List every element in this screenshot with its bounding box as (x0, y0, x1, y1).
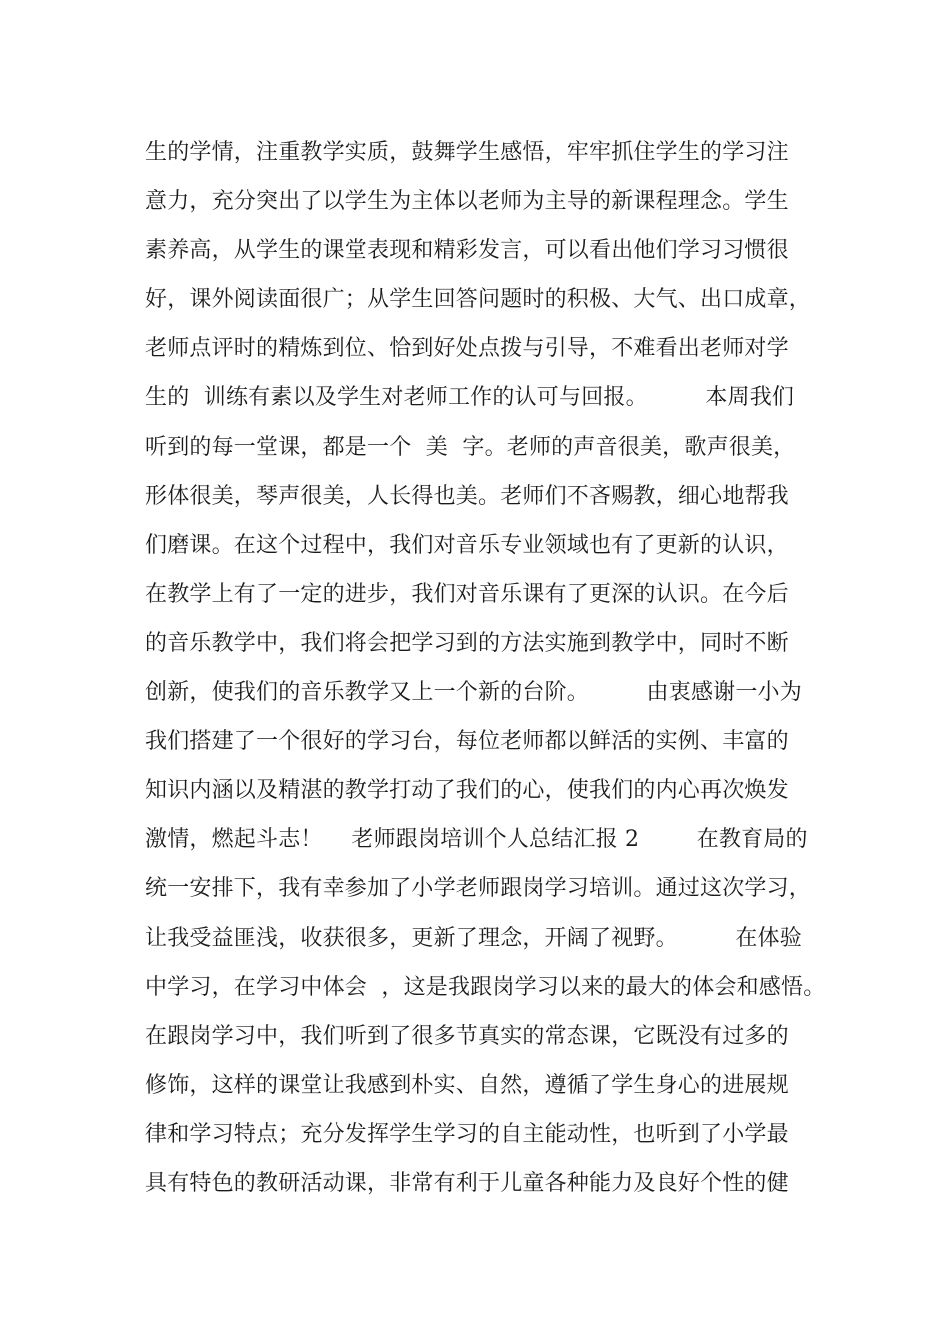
text-line-18: 中学习，在学习中体会 ，这是我跟岗学习以来的最大的体会和感悟。 (145, 974, 826, 1000)
text-line-9: 们磨课。在这个过程中，我们对音乐专业领域也有了更新的认识， (145, 532, 789, 558)
text-line-10: 在教学上有了一定的进步，我们对音乐课有了更深的认识。在今后 (145, 581, 789, 607)
text-line-2: 意力，充分突出了以学生为主体以老师为主导的新课程理念。学生 (145, 189, 789, 215)
text-line-19: 在跟岗学习中，我们听到了很多节真实的常态课，它既没有过多的 (145, 1023, 789, 1049)
text-line-12: 创新，使我们的音乐教学又上一个新的台阶。 由衷感谢一小为 (145, 680, 802, 706)
text-line-11: 的音乐教学中，我们将会把学习到的方法实施到教学中，同时不断 (145, 630, 789, 656)
body-text (145, 128, 835, 1208)
text-line-14: 知识内涵以及精湛的教学打动了我们的心，使我们的内心再次焕发 (145, 778, 789, 804)
text-line-3: 素养高，从学生的课堂表现和精彩发言，可以看出他们学习习惯很 (145, 238, 789, 264)
text-line-7: 听到的每一堂课，都是一个 美 字。老师的声音很美，歌声很美， (145, 434, 796, 460)
text-line-8: 形体很美，琴声很美，人长得也美。老师们不吝赐教，细心地帮我 (145, 483, 789, 509)
text-line-20: 修饰，这样的课堂让我感到朴实、自然，遵循了学生身心的进展规 (145, 1072, 789, 1098)
text-line-13: 我们搭建了一个很好的学习台，每位老师都以鲜活的实例、丰富的 (145, 729, 789, 755)
text-line-1: 生的学情，注重教学实质，鼓舞学生感悟，牢牢抓住学生的学习注 (145, 140, 789, 165)
text-line-17: 让我受益匪浅，收获很多，更新了理念，开阔了视野。 在体验 (145, 925, 802, 951)
text-line-16: 统一安排下，我有幸参加了小学老师跟岗学习培训。通过这次学习， (145, 876, 812, 902)
text-line-5: 老师点评时的精炼到位、恰到好处点拨与引导，不难看出老师对学 (145, 336, 789, 362)
text-line-22: 具有特色的教研活动课，非常有利于儿童各种能力及良好个性的健 (145, 1170, 789, 1196)
text-line-4: 好，课外阅读面很广；从学生回答问题时的积极、大气、出口成章， (145, 287, 812, 313)
text-line-6: 生的 训练有素以及学生对老师工作的认可与回报。 本周我们 (145, 385, 795, 411)
text-line-21: 律和学习特点；充分发挥学生学习的自主能动性，也听到了小学最 (145, 1121, 789, 1147)
text-line-15: 激情，燃起斗志！ 老师跟岗培训个人总结汇报 2 在教育局的 (145, 827, 808, 853)
